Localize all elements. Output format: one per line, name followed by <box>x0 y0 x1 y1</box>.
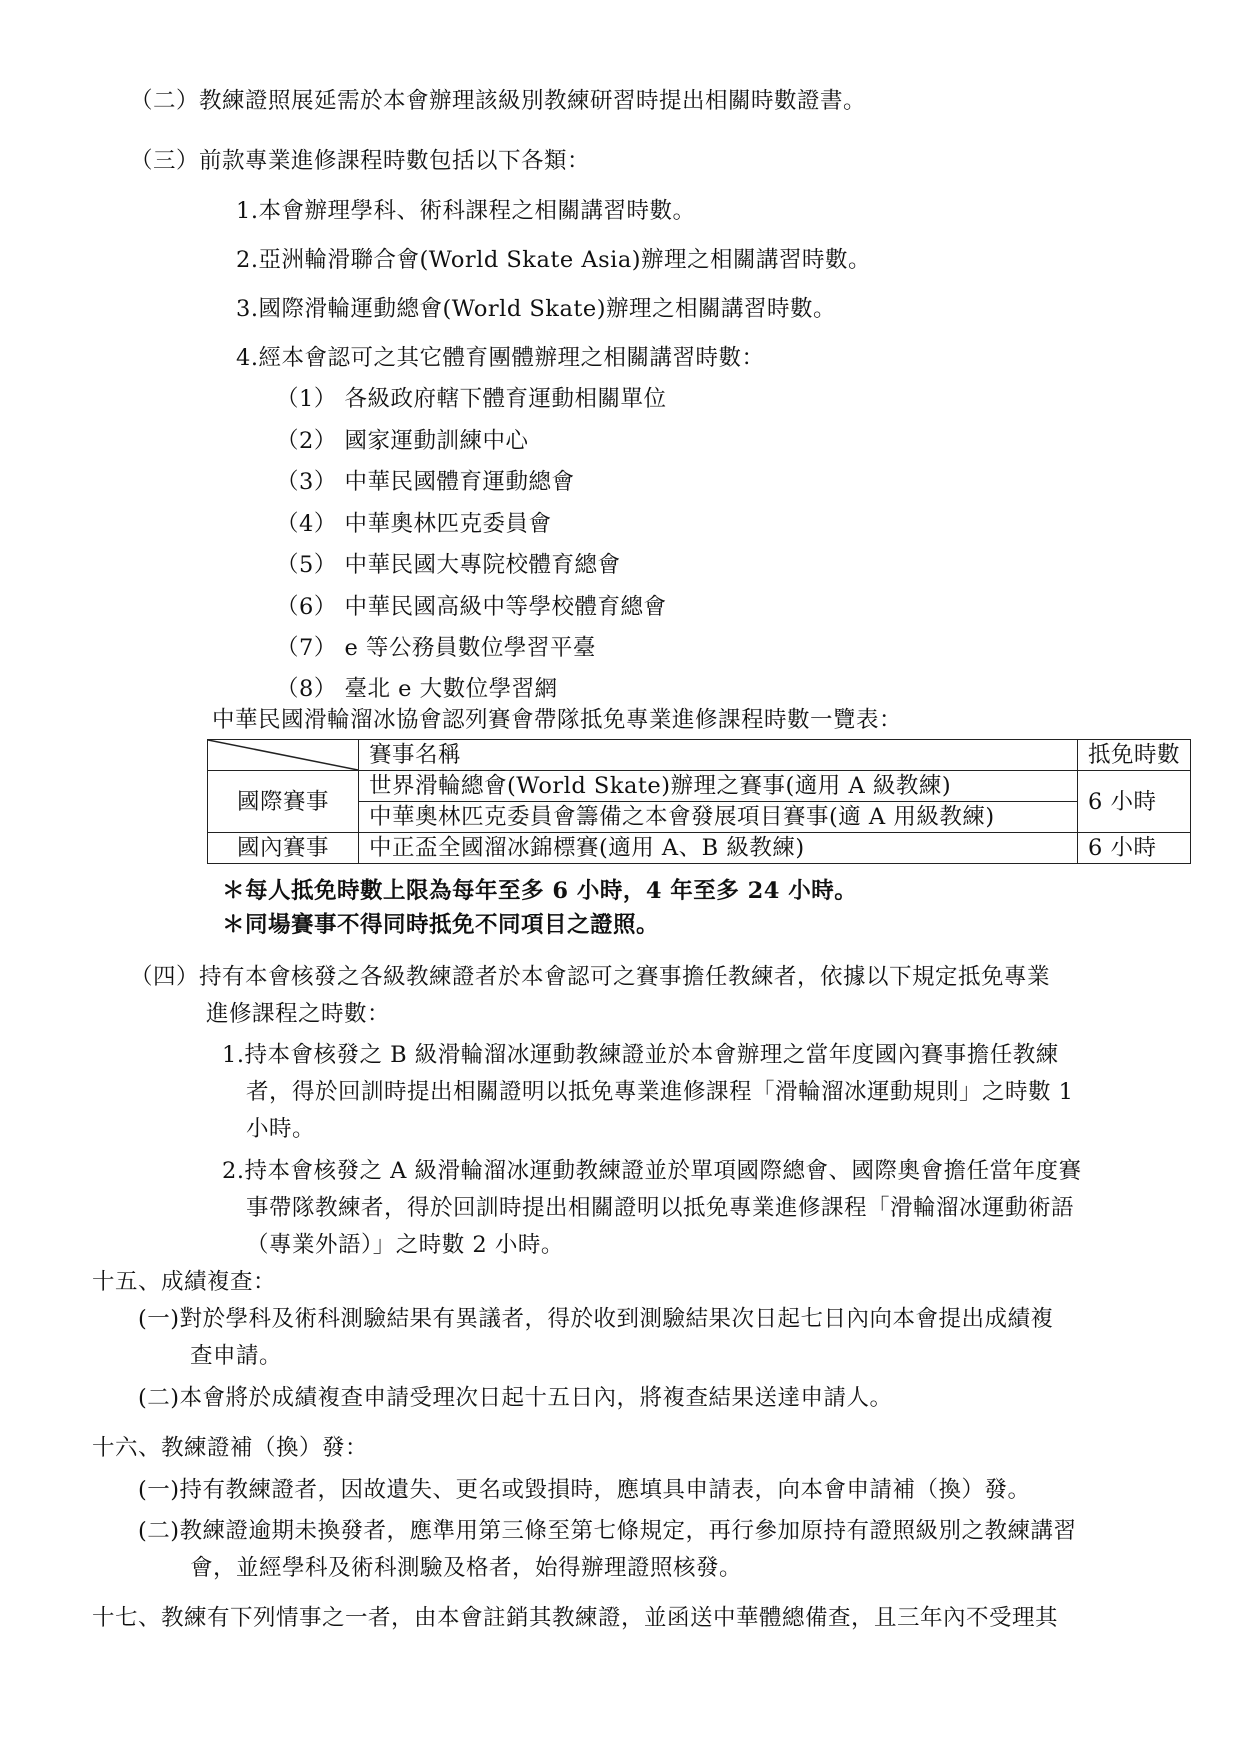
intl-hours: 6 小時 <box>1077 771 1190 833</box>
table-row <box>208 771 1191 802</box>
sub-item-5: （5） 中華民國大專院校體育總會 <box>276 552 621 578</box>
item-4-2-line-3: （專業外語）」之時數 2 小時。 <box>246 1232 564 1258</box>
sub-item-3: （3） 中華民國體育運動總會 <box>276 469 575 495</box>
domestic-hours: 6 小時 <box>1077 833 1190 864</box>
item-15-1-line-1: (一)對於學科及術科測驗結果有異議者，得於收到測驗結果次日起七日內向本會提出成績複 <box>138 1306 1054 1332</box>
sub-item-6: （6） 中華民國高級中等學校體育總會 <box>276 594 667 620</box>
intl-event-1: 世界滑輪總會(World Skate)辦理之賽事(適用 A 級教練) <box>359 771 1078 802</box>
item-15-1-line-2: 查申請。 <box>190 1343 283 1369</box>
table-title: 中華民國滑輪溜冰協會認列賽會帶隊抵免專業進修課程時數一覽表： <box>212 707 903 733</box>
item-4-1-line-2: 者，得於回訓時提出相關證明以抵免專業進修課程「滑輪溜冰運動規則」之時數 1 <box>246 1079 1074 1105</box>
header-hours: 抵免時數 <box>1077 740 1190 771</box>
item-16-2-line-2: 會，並經學科及術科測驗及格者，始得辦理證照核發。 <box>190 1555 743 1581</box>
item-4-2-line-2: 事帶隊教練者，得於回訓時提出相關證明以抵免專業進修課程「滑輪溜冰運動術語 <box>246 1195 1075 1221</box>
note-1: ＊每人抵免時數上限為每年至多 6 小時，4 年至多 24 小時。 <box>222 878 858 904</box>
intl-event-2: 中華奧林匹克委員會籌備之本會發展項目賽事(適 A 用級教練) <box>359 802 1078 833</box>
item-16-2-line-1: (二)教練證逾期未換發者，應準用第三條至第七條規定，再行參加原持有證照級別之教練講習 <box>138 1518 1077 1544</box>
item-3-1: 1.本會辦理學科、術科課程之相關講習時數。 <box>236 198 696 224</box>
intl-category-cell: 國際賽事 <box>208 771 359 833</box>
sub-item-7: （7） e 等公務員數位學習平臺 <box>276 635 596 661</box>
item-3-3: 3.國際滑輪運動總會(World Skate)辦理之相關講習時數。 <box>236 296 836 322</box>
section-16-heading: 十六、教練證補（換）發： <box>92 1435 369 1461</box>
item-15-2: (二)本會將於成績複查申請受理次日起十五日內，將複查結果送達申請人。 <box>138 1385 893 1411</box>
para-2: （二）教練證照展延需於本會辦理該級別教練研習時提出相關時數證書。 <box>130 88 867 114</box>
section-17-heading: 十七、教練有下列情事之一者，由本會註銷其教練證，並函送中華體總備查，且三年內不受理其 <box>92 1605 1059 1631</box>
item-3-4: 4.經本會認可之其它體育團體辦理之相關講習時數： <box>236 345 765 371</box>
para-3: （三）前款專業進修課程時數包括以下各類： <box>130 148 591 174</box>
deduction-table <box>207 739 1191 864</box>
sub-item-1: （1） 各級政府轄下體育運動相關單位 <box>276 386 667 412</box>
table-header-row <box>208 740 1191 771</box>
header-event-name: 賽事名稱 <box>359 740 1078 771</box>
note-2: ＊同場賽事不得同時抵免不同項目之證照。 <box>222 912 660 938</box>
table-corner-cell <box>208 740 359 771</box>
item-16-1: (一)持有教練證者，因故遺失、更名或毀損時，應填具申請表，向本會申請補（換）發。 <box>138 1477 1031 1503</box>
sub-item-8: （8） 臺北 e 大數位學習網 <box>276 676 558 702</box>
domestic-event: 中正盃全國溜冰錦標賽(適用 A、B 級教練) <box>359 833 1078 864</box>
section-15-heading: 十五、成績複查： <box>92 1269 277 1295</box>
domestic-category-cell: 國內賽事 <box>208 833 359 864</box>
para-4-line-2: 進修課程之時數： <box>206 1001 391 1027</box>
item-3-2: 2.亞洲輪滑聯合會(World Skate Asia)辦理之相關講習時數。 <box>236 247 872 273</box>
item-4-2-line-1: 2.持本會核發之 A 級滑輪溜冰運動教練證並於單項國際總會、國際奧會擔任當年度賽 <box>222 1158 1082 1184</box>
item-4-1-line-1: 1.持本會核發之 B 級滑輪溜冰運動教練證並於本會辦理之當年度國內賽事擔任教練 <box>222 1042 1059 1068</box>
para-4-line-1: （四）持有本會核發之各級教練證者於本會認可之賽事擔任教練者，依據以下規定抵免專業 <box>130 964 1051 990</box>
item-4-1-line-3: 小時。 <box>246 1116 316 1142</box>
table-row <box>208 833 1191 864</box>
sub-item-2: （2） 國家運動訓練中心 <box>276 428 529 454</box>
sub-item-4: （4） 中華奧林匹克委員會 <box>276 511 552 537</box>
diagonal-line <box>208 740 358 770</box>
